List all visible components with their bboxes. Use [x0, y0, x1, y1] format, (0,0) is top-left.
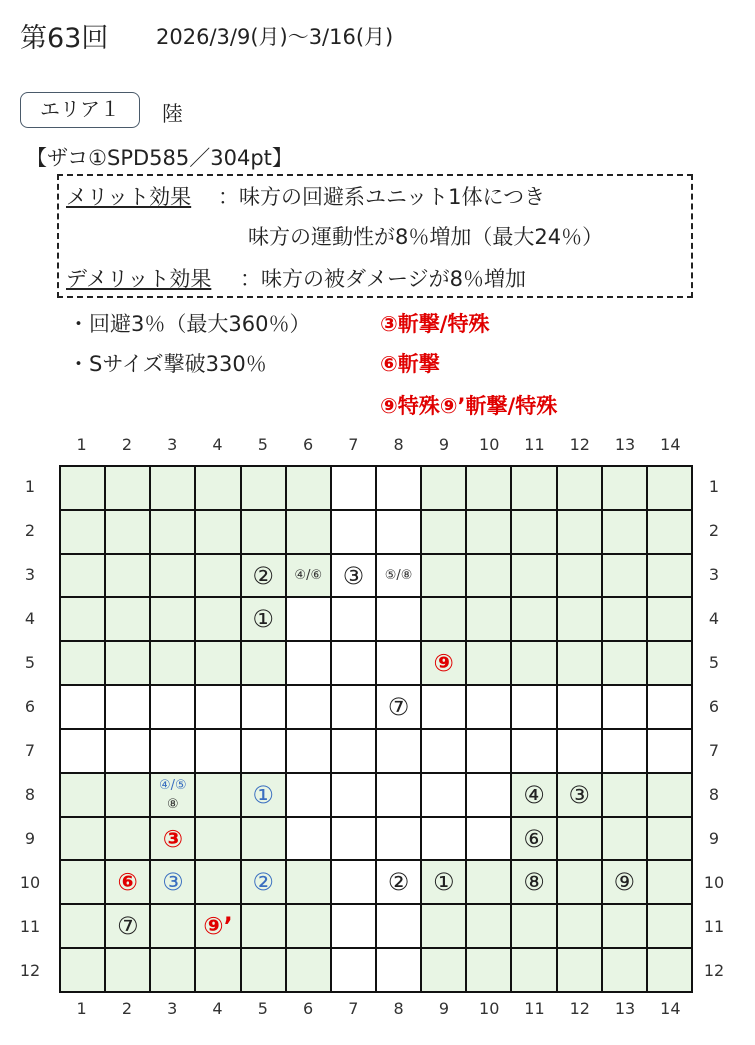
- grid-cell: [467, 511, 510, 553]
- grid-cell: [332, 642, 375, 684]
- enemy-info: 【ザコ①SPD585／304pt】: [26, 146, 293, 170]
- grid-cell: [648, 730, 691, 772]
- grid-cell: [558, 511, 601, 553]
- cell-marker: ③: [342, 561, 365, 590]
- grid-cell: [422, 467, 465, 509]
- grid-cell: [196, 818, 239, 860]
- grid-cell: [242, 511, 285, 553]
- cell-marker: ③: [162, 868, 184, 897]
- column-label: 13: [614, 999, 636, 1018]
- grid-cell: [287, 861, 330, 903]
- column-label: 12: [569, 435, 590, 454]
- grid-cell: [467, 686, 510, 728]
- grid-cell: [467, 642, 510, 684]
- grid-cell: [106, 861, 149, 903]
- grid-cell: [467, 730, 510, 772]
- grid-cell: [512, 686, 555, 728]
- grid-cell: [106, 598, 149, 640]
- row-label: 5: [24, 653, 36, 672]
- column-label: 5: [257, 999, 268, 1018]
- grid-cell: [106, 949, 149, 991]
- grid-cell: [332, 905, 375, 947]
- grid-cell: [603, 905, 646, 947]
- cell-marker: ④/⑥: [294, 568, 323, 584]
- row-label: 11: [19, 917, 41, 936]
- grid-cell: [61, 818, 104, 860]
- grid-cell: [422, 861, 465, 903]
- column-label: 2: [121, 999, 133, 1018]
- grid-cell: [151, 686, 194, 728]
- grid-cell: [242, 949, 285, 991]
- grid-cell: [558, 774, 601, 816]
- column-label: 9: [438, 999, 450, 1018]
- grid-cell: [648, 774, 691, 816]
- row-label: 1: [24, 477, 36, 496]
- grid-cell: [558, 905, 601, 947]
- grid-cell: [196, 949, 239, 991]
- grid-cell: [648, 686, 691, 728]
- grid-cell: [242, 686, 285, 728]
- grid-cell: [512, 861, 555, 903]
- grid-cell: [151, 642, 194, 684]
- grid-cell: [332, 818, 375, 860]
- column-label: 1: [76, 435, 87, 454]
- grid-cell: [377, 686, 420, 728]
- grid-cell: [151, 598, 194, 640]
- grid-cell: [287, 818, 330, 860]
- grid-cell: [512, 598, 555, 640]
- grid-cell: [377, 467, 420, 509]
- column-label: 4: [212, 999, 223, 1018]
- row-label: 8: [708, 785, 720, 804]
- grid-cell: [61, 467, 104, 509]
- grid-cell: [196, 686, 239, 728]
- grid-cell: [603, 555, 646, 597]
- column-label: 6: [302, 999, 314, 1018]
- row-label: 9: [24, 829, 36, 848]
- grid-cell: [287, 642, 330, 684]
- grid-cell: [287, 905, 330, 947]
- grid-cell: [287, 730, 330, 772]
- bonus-s-size: ・Sサイズ撃破330％: [68, 352, 267, 376]
- grid-cell: [61, 598, 104, 640]
- row-label: 9: [708, 829, 720, 848]
- column-label: 10: [479, 435, 500, 454]
- grid-cell: [377, 642, 420, 684]
- grid-cell: [287, 555, 330, 597]
- grid-cell: [377, 818, 420, 860]
- row-label: 2: [708, 521, 720, 540]
- grid-cell: [512, 774, 555, 816]
- cell-marker: ⑦: [387, 693, 410, 722]
- row-label: 4: [24, 609, 36, 628]
- grid-cell: [467, 774, 510, 816]
- bonus-note-1: ③斬撃/特殊: [380, 312, 490, 336]
- grid-cell: [558, 467, 601, 509]
- grid-cell: [377, 730, 420, 772]
- row-label: 10: [703, 873, 725, 892]
- grid-cell: [377, 949, 420, 991]
- grid-cell: [422, 511, 465, 553]
- grid-cell: [287, 774, 330, 816]
- grid-cell: [106, 774, 149, 816]
- cell-marker: ⑧: [167, 796, 179, 812]
- cell-marker: ①: [252, 780, 274, 809]
- grid-cell: [332, 555, 375, 597]
- column-label: 13: [614, 435, 636, 454]
- area-subtitle: 陸: [162, 102, 183, 126]
- cell-marker: ①: [252, 605, 274, 634]
- column-label: 7: [348, 435, 359, 454]
- grid-cell: [467, 905, 510, 947]
- grid-cell: [287, 949, 330, 991]
- grid-cell: [287, 598, 330, 640]
- grid-cell: [558, 730, 601, 772]
- map-grid: [59, 465, 693, 993]
- grid-cell: [106, 642, 149, 684]
- grid-cell: [422, 905, 465, 947]
- grid-cell: [61, 905, 104, 947]
- column-label: 11: [524, 999, 545, 1018]
- grid-cell: [61, 642, 104, 684]
- grid-cell: [648, 949, 691, 991]
- grid-cell: [558, 861, 601, 903]
- cell-marker: ②: [252, 868, 274, 897]
- column-label: 8: [393, 435, 404, 454]
- cell-marker: ⑥: [523, 824, 545, 853]
- grid-cell: [422, 598, 465, 640]
- row-label: 3: [24, 565, 36, 584]
- grid-cell: [242, 861, 285, 903]
- column-label: 14: [660, 435, 681, 454]
- row-label: 7: [24, 741, 36, 760]
- grid-cell: [603, 774, 646, 816]
- row-label: 10: [19, 873, 41, 892]
- grid-cell: [196, 774, 239, 816]
- grid-cell: [196, 555, 239, 597]
- demerit-text: ：味方の被ダメージが8％増加: [240, 267, 526, 291]
- grid-cell: [106, 905, 149, 947]
- row-label: 7: [708, 741, 720, 760]
- grid-cell: [332, 686, 375, 728]
- column-label: 11: [524, 435, 545, 454]
- grid-cell: [61, 774, 104, 816]
- column-label: 1: [76, 999, 87, 1018]
- row-label: 11: [703, 917, 725, 936]
- grid-cell: [151, 949, 194, 991]
- grid-cell: [287, 511, 330, 553]
- merit-text-1: ：味方の回避系ユニット1体につき: [218, 185, 546, 209]
- grid-cell: [422, 642, 465, 684]
- grid-cell: [196, 905, 239, 947]
- grid-cell: [422, 949, 465, 991]
- grid-cell: [467, 555, 510, 597]
- grid-cell: [332, 467, 375, 509]
- grid-cell: [377, 905, 420, 947]
- grid-cell: [648, 642, 691, 684]
- grid-cell: [106, 686, 149, 728]
- grid-cell: [512, 467, 555, 509]
- grid-cell: [377, 511, 420, 553]
- grid-cell: [603, 467, 646, 509]
- grid-cell: [332, 730, 375, 772]
- bonus-note-2: ⑥斬撃: [380, 352, 440, 376]
- row-label: 6: [708, 697, 720, 716]
- cell-marker: ⑨: [433, 649, 454, 678]
- grid-cell: [106, 511, 149, 553]
- cell-marker: ⑨: [613, 868, 636, 897]
- grid-cell: [242, 598, 285, 640]
- page-title: 第63回: [20, 23, 109, 54]
- grid-cell: [151, 818, 194, 860]
- grid-cell: [558, 598, 601, 640]
- grid-cell: [603, 730, 646, 772]
- row-label: 1: [708, 477, 720, 496]
- bonus-note-3: ⑨特殊⑨’斬撃/特殊: [380, 394, 558, 418]
- grid-cell: [422, 774, 465, 816]
- grid-cell: [196, 511, 239, 553]
- grid-cell: [151, 511, 194, 553]
- cell-marker: ③: [568, 780, 590, 809]
- grid-cell: [422, 686, 465, 728]
- grid-cell: [603, 818, 646, 860]
- grid-cell: [512, 905, 555, 947]
- row-label: 5: [708, 653, 720, 672]
- merit-text-2: 味方の運動性が8％増加（最大24％）: [248, 225, 604, 249]
- grid-cell: [467, 949, 510, 991]
- cell-marker: ⑨’: [203, 912, 233, 941]
- column-label: 7: [348, 999, 359, 1018]
- cell-marker: ④/⑤: [159, 777, 187, 793]
- grid-cell: [332, 774, 375, 816]
- grid-cell: [648, 467, 691, 509]
- grid-cell: [106, 555, 149, 597]
- grid-cell: [467, 818, 510, 860]
- grid-cell: [196, 642, 239, 684]
- grid-cell: [377, 555, 420, 597]
- cell-marker: ②: [252, 561, 274, 590]
- grid-cell: [467, 598, 510, 640]
- cell-marker: ①: [432, 868, 455, 897]
- grid-cell: [106, 467, 149, 509]
- row-label: 8: [24, 785, 36, 804]
- grid-cell: [558, 686, 601, 728]
- column-label: 14: [660, 999, 681, 1018]
- row-label: 6: [24, 697, 36, 716]
- row-label: 12: [703, 961, 725, 980]
- cell-marker: ⑧: [523, 868, 545, 897]
- column-label: 10: [479, 999, 500, 1018]
- row-label: 3: [708, 565, 720, 584]
- grid-cell: [61, 686, 104, 728]
- grid-cell: [422, 818, 465, 860]
- grid-cell: [196, 730, 239, 772]
- grid-cell: [332, 598, 375, 640]
- column-label: 6: [302, 435, 314, 454]
- grid-cell: [61, 861, 104, 903]
- cell-marker: ⑤/⑧: [384, 568, 413, 584]
- grid-cell: [377, 598, 420, 640]
- cell-marker: ⑥: [117, 868, 138, 897]
- column-label: 3: [167, 999, 178, 1018]
- grid-cell: [603, 598, 646, 640]
- grid-cell: [242, 905, 285, 947]
- date-range: 2026/3/9(月)〜3/16(月): [156, 25, 394, 49]
- grid-cell: [151, 730, 194, 772]
- grid-cell: [648, 861, 691, 903]
- grid-cell: [648, 511, 691, 553]
- column-label: 8: [393, 999, 404, 1018]
- row-label: 4: [708, 609, 720, 628]
- grid-cell: [332, 861, 375, 903]
- grid-cell: [558, 949, 601, 991]
- grid-cell: [61, 730, 104, 772]
- column-label: 2: [121, 435, 133, 454]
- grid-cell: [377, 861, 420, 903]
- grid-cell: [648, 555, 691, 597]
- grid-cell: [242, 818, 285, 860]
- grid-cell: [603, 686, 646, 728]
- cell-marker: ②: [387, 868, 410, 897]
- grid-cell: [512, 730, 555, 772]
- bonus-evasion: ・回避3％（最大360％）: [68, 312, 311, 336]
- grid-cell: [512, 555, 555, 597]
- grid-cell: [332, 511, 375, 553]
- grid-cell: [558, 818, 601, 860]
- grid-cell: [467, 467, 510, 509]
- grid-cell: [242, 555, 285, 597]
- row-label: 12: [19, 961, 41, 980]
- grid-cell: [196, 467, 239, 509]
- grid-cell: [558, 555, 601, 597]
- column-label: 5: [257, 435, 268, 454]
- grid-cell: [332, 949, 375, 991]
- grid-cell: [422, 555, 465, 597]
- grid-cell: [603, 642, 646, 684]
- grid-cell: [648, 905, 691, 947]
- grid-cell: [196, 598, 239, 640]
- grid-cell: [603, 861, 646, 903]
- grid-cell: [61, 949, 104, 991]
- cell-marker: ④: [523, 780, 545, 809]
- grid-cell: [61, 555, 104, 597]
- grid-cell: [422, 730, 465, 772]
- grid-cell: [558, 642, 601, 684]
- demerit-label: デメリット効果: [66, 267, 212, 291]
- grid-cell: [467, 861, 510, 903]
- grid-cell: [648, 818, 691, 860]
- grid-cell: [196, 861, 239, 903]
- grid-cell: [603, 511, 646, 553]
- column-label: 3: [167, 435, 178, 454]
- column-label: 4: [212, 435, 223, 454]
- grid-cell: [151, 467, 194, 509]
- grid-cell: [151, 555, 194, 597]
- grid-cell: [512, 949, 555, 991]
- column-label: 9: [438, 435, 450, 454]
- grid-cell: [242, 774, 285, 816]
- grid-cell: [512, 642, 555, 684]
- grid-cell: [512, 511, 555, 553]
- area-label-box: エリア１: [20, 92, 140, 128]
- grid-cell: [603, 949, 646, 991]
- grid-cell: [151, 774, 194, 816]
- grid-cell: [151, 861, 194, 903]
- grid-cell: [106, 730, 149, 772]
- grid-cell: [106, 818, 149, 860]
- merit-label: メリット効果: [66, 185, 192, 209]
- grid-cell: [377, 774, 420, 816]
- grid-cell: [648, 598, 691, 640]
- column-label: 12: [569, 999, 590, 1018]
- grid-cell: [242, 642, 285, 684]
- cell-marker: ③: [162, 824, 184, 853]
- grid-cell: [61, 511, 104, 553]
- grid-cell: [287, 467, 330, 509]
- grid-cell: [242, 730, 285, 772]
- grid-cell: [512, 818, 555, 860]
- row-label: 2: [24, 521, 36, 540]
- grid-cell: [287, 686, 330, 728]
- grid-cell: [242, 467, 285, 509]
- cell-marker: ⑦: [116, 912, 139, 941]
- grid-cell: [151, 905, 194, 947]
